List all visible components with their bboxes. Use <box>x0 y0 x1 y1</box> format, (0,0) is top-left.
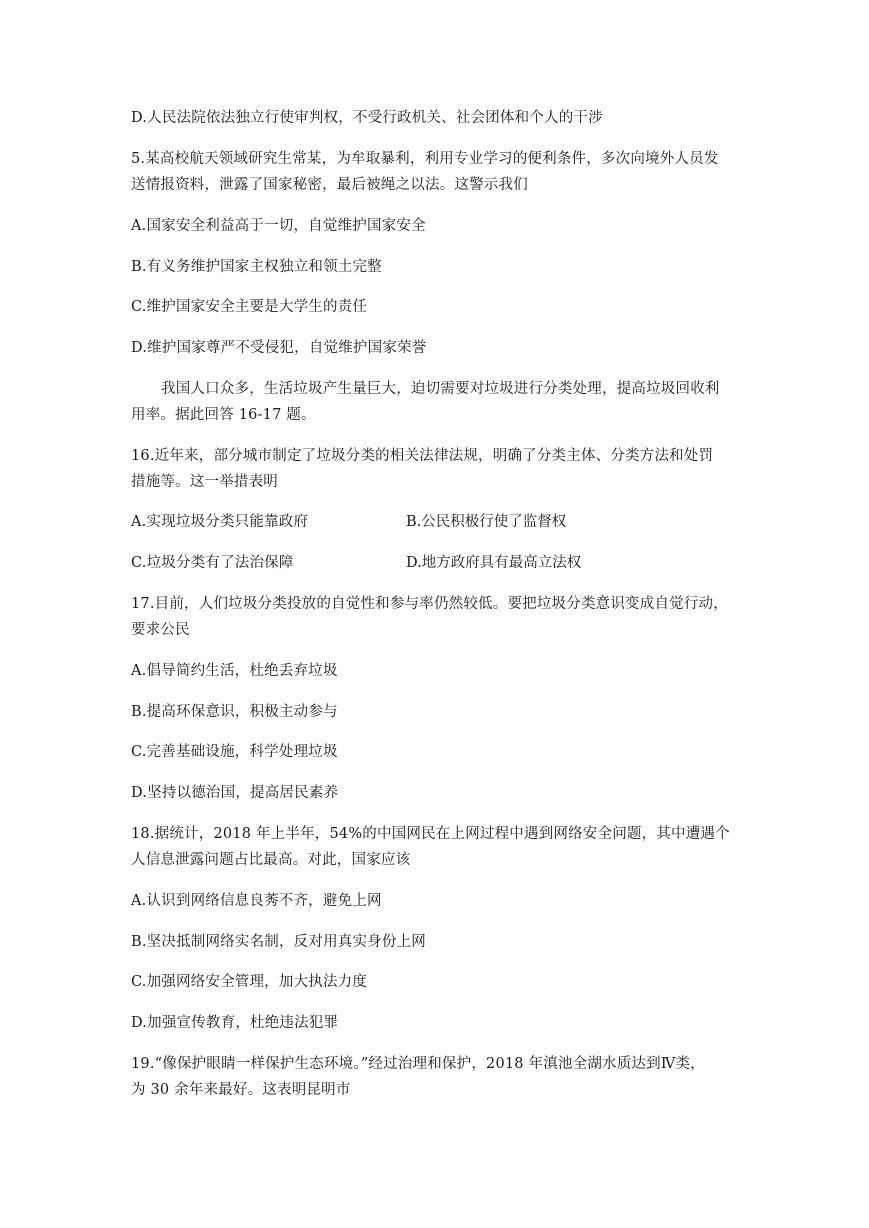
q5-option-b: B.有义务维护国家主权独立和领土完整 <box>131 259 382 275</box>
q18-stem-line-1: 18.据统计，2018 年上半年，54%的中国网民在上网过程中遇到网络安全问题，其中遭遇个 <box>131 826 730 842</box>
material-line-1: 我国人口众多，生活垃圾产生量巨大，迫切需要对垃圾进行分类处理，提高垃圾回收利 <box>161 381 720 397</box>
q16-option-b: B.公民积极行使了监督权 <box>406 514 567 530</box>
q5-stem-line-1: 5.某高校航天领域研究生常某，为牟取暴利，利用专业学习的便利条件，多次向境外人员发 <box>131 151 719 167</box>
q16-option-d: D.地方政府具有最高立法权 <box>406 555 582 571</box>
material-line-2: 用率。据此回答 16-17 题。 <box>131 407 316 423</box>
q17-option-c: C.完善基础设施，科学处理垃圾 <box>131 744 338 760</box>
q19-stem-line-1: 19.“像保护眼睛一样保护生态环境。”经过治理和保护，2018 年滇池全湖水质达到Ⅳ类， <box>131 1056 705 1072</box>
q5-option-c: C.维护国家安全主要是大学生的责任 <box>131 299 368 315</box>
q16-stem-line-2: 措施等。这一举措表明 <box>131 474 278 490</box>
q17-stem-line-2: 要求公民 <box>131 622 190 638</box>
q5-stem-line-2: 送情报资料，泄露了国家秘密，最后被绳之以法。这警示我们 <box>131 177 528 193</box>
q18-option-d: D.加强宣传教育，杜绝违法犯罪 <box>131 1015 339 1031</box>
q18-option-a: A.认识到网络信息良莠不齐，避免上网 <box>131 893 382 909</box>
q18-stem-line-2: 人信息泄露问题占比最高。对此，国家应该 <box>131 852 411 868</box>
q17-option-d: D.坚持以德治国，提高居民素养 <box>131 785 339 801</box>
q18-option-c: C.加强网络安全管理，加大执法力度 <box>131 974 368 990</box>
q17-option-b: B.提高环保意识，积极主动参与 <box>131 704 338 720</box>
q17-option-a: A.倡导简约生活，杜绝丢弃垃圾 <box>131 663 338 679</box>
q16-option-a: A.实现垃圾分类只能靠政府 <box>131 514 309 530</box>
q17-stem-line-1: 17.目前，人们垃圾分类投放的自觉性和参与率仍然较低。要把垃圾分类意识变成自觉行动， <box>131 596 728 612</box>
q5-option-d: D.维护国家尊严不受侵犯，自觉维护国家荣誉 <box>131 340 427 356</box>
q4-option-d: D.人民法院依法独立行使审判权，不受行政机关、社会团体和个人的干涉 <box>131 110 603 126</box>
q18-option-b: B.坚决抵制网络实名制，反对用真实身份上网 <box>131 934 426 950</box>
q19-stem-line-2: 为 30 余年来最好。这表明昆明市 <box>131 1082 351 1098</box>
q16-stem-line-1: 16.近年来，部分城市制定了垃圾分类的相关法律法规，明确了分类主体、分类方法和处罚 <box>131 448 714 464</box>
q5-option-a: A.国家安全利益高于一切，自觉维护国家安全 <box>131 218 426 234</box>
q16-option-c: C.垃圾分类有了法治保障 <box>131 555 294 571</box>
